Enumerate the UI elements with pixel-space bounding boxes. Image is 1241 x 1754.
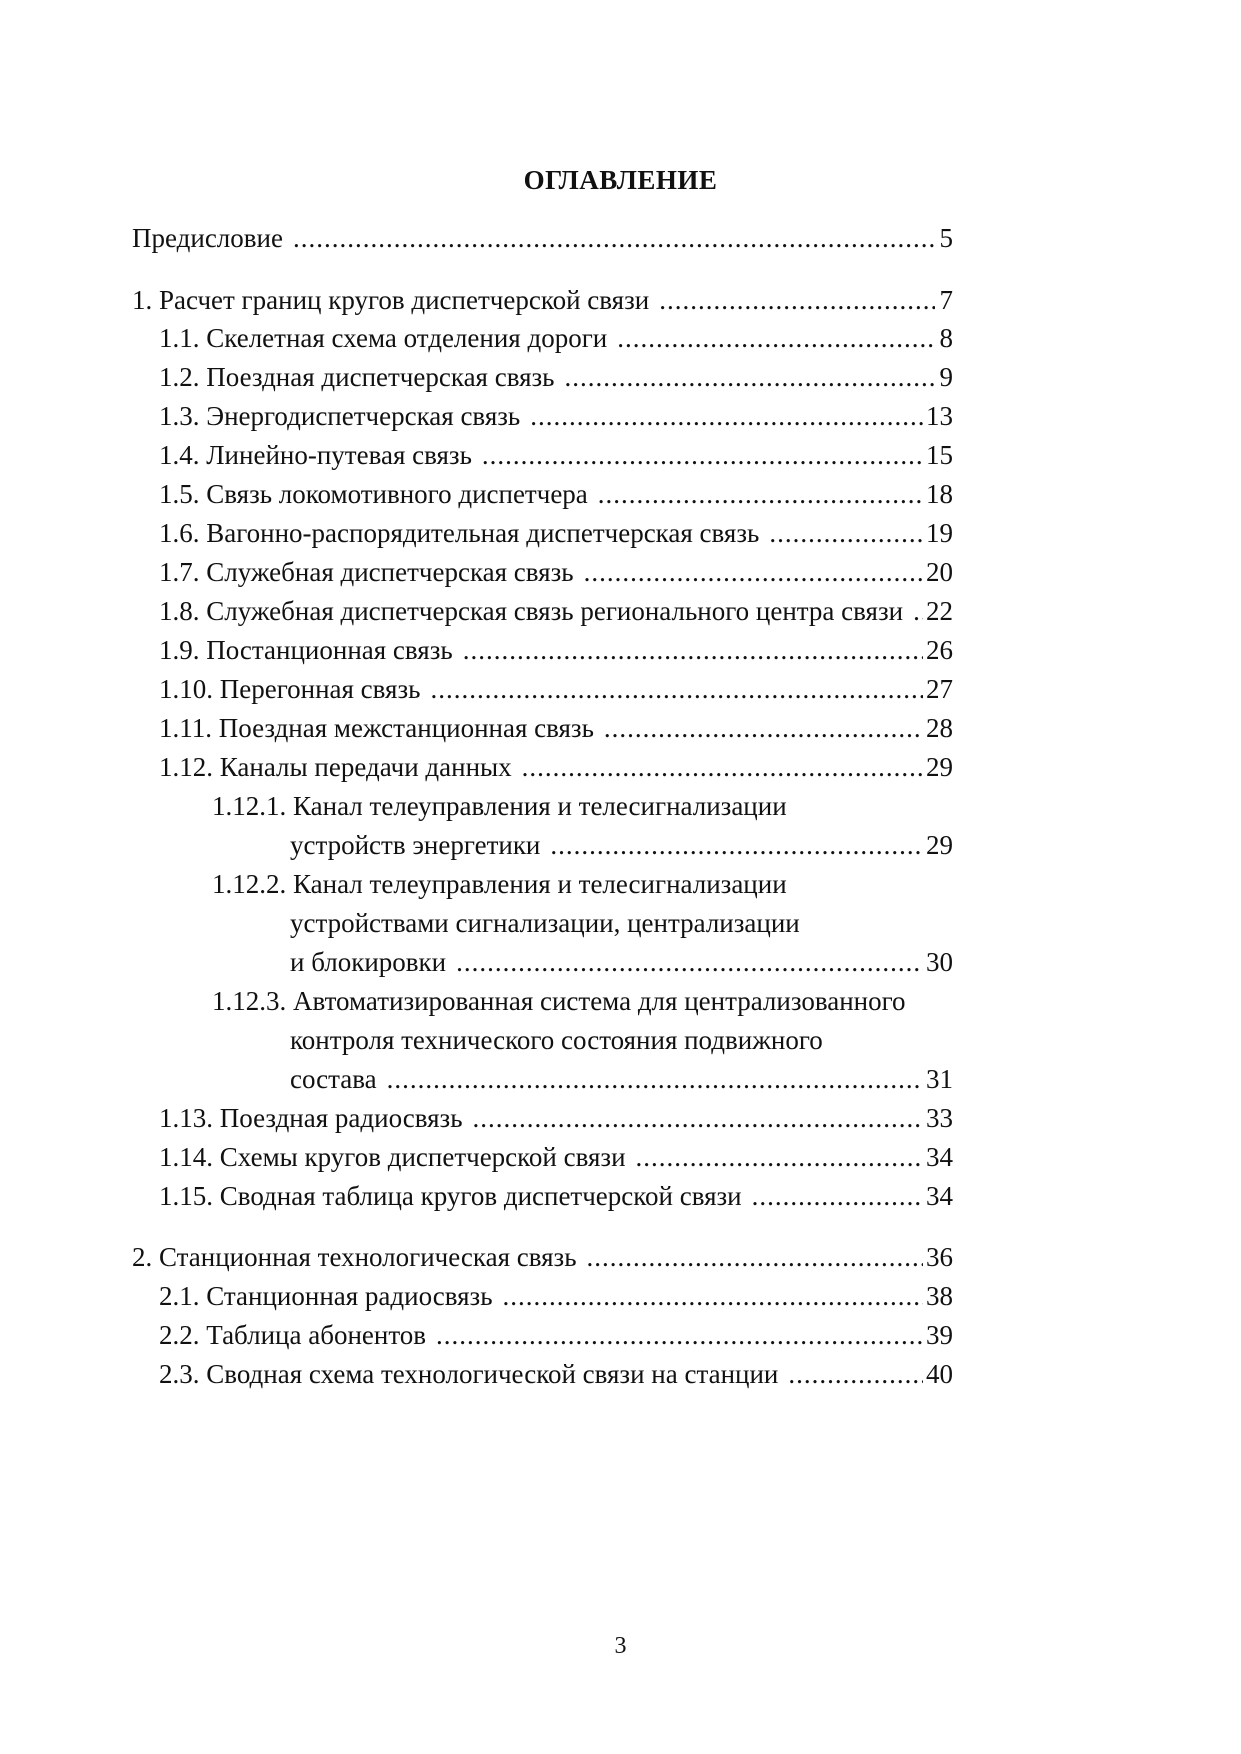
toc-entry-page: 33 xyxy=(926,1103,953,1133)
toc-entry-multiline xyxy=(0,786,1241,826)
toc-leader-dots xyxy=(530,396,923,436)
toc-leader-dots xyxy=(456,942,923,982)
toc-entry-page: 22 xyxy=(926,596,953,626)
toc-entry-page: 27 xyxy=(926,674,953,704)
toc-leader-dots xyxy=(636,1137,923,1177)
toc-entry-label: 2. Станционная технологическая связь xyxy=(132,1242,577,1272)
page-title: ОГЛАВЛЕНИЕ xyxy=(523,165,718,195)
toc-entry xyxy=(0,474,1241,514)
toc-entry-multiline xyxy=(0,981,1241,1021)
toc-leader-dots xyxy=(659,280,935,320)
toc-entry-label-line: контроля технического состояния подвижного xyxy=(290,1025,823,1055)
toc-entry-page: 29 xyxy=(926,752,953,782)
toc-entry-page: 30 xyxy=(926,947,953,977)
toc-entry xyxy=(0,1354,1241,1394)
toc-entry-label: 1.15. Сводная таблица кругов диспетчерской связи xyxy=(159,1181,742,1211)
toc-entry-multiline xyxy=(0,1020,1241,1060)
toc-entry-label: 2.3. Сводная схема технологической связи на станции xyxy=(159,1359,779,1389)
toc-entry xyxy=(0,708,1241,748)
toc-entry-label: 1.4. Линейно-путевая связь xyxy=(159,440,472,470)
toc-entry-page: 19 xyxy=(926,518,953,548)
toc-entry xyxy=(0,552,1241,592)
toc-entry-label: 1.5. Связь локомотивного диспетчера xyxy=(159,479,588,509)
toc-entry xyxy=(0,669,1241,709)
toc-entry-label: и блокировки xyxy=(290,947,447,977)
page-number: 3 xyxy=(614,1633,627,1659)
toc-entry xyxy=(0,1276,1241,1316)
toc-entry xyxy=(0,435,1241,475)
toc-entry xyxy=(0,1315,1241,1355)
toc-leader-dots xyxy=(436,1315,923,1355)
toc-entry-label: 1.10. Перегонная связь xyxy=(159,674,421,704)
toc-entry xyxy=(0,1237,1241,1277)
toc-entry-page: 28 xyxy=(926,713,953,743)
toc-entry xyxy=(0,318,1241,358)
toc-entry-label: 1.11. Поездная межстанционная связь xyxy=(159,713,594,743)
toc-entry-label: 1.7. Служебная диспетчерская связь xyxy=(159,557,574,587)
toc-entry xyxy=(0,630,1241,670)
toc-entry xyxy=(0,1176,1241,1216)
toc-leader-dots xyxy=(752,1176,923,1216)
toc-entry-page: 8 xyxy=(939,323,953,353)
toc-leader-dots xyxy=(769,513,923,553)
toc-leader-dots xyxy=(788,1354,923,1394)
toc-leader-dots xyxy=(522,747,923,787)
toc-entry-page: 13 xyxy=(926,401,953,431)
toc-entry xyxy=(0,747,1241,787)
toc-entry xyxy=(0,591,1241,631)
toc-entry-label-line: устройствами сигнализации, централизации xyxy=(290,908,800,938)
toc-entry-label-line: 1.12.1. Канал телеуправления и телесигнализации xyxy=(212,791,787,821)
toc-entry-page: 20 xyxy=(926,557,953,587)
toc-entry-page: 34 xyxy=(926,1181,953,1211)
toc-leader-dots xyxy=(587,1237,923,1277)
toc-entry-label: 2.1. Станционная радиосвязь xyxy=(159,1281,493,1311)
toc-entry-page: 34 xyxy=(926,1142,953,1172)
toc-entry-page: 15 xyxy=(926,440,953,470)
toc-entry xyxy=(0,357,1241,397)
toc-leader-dots xyxy=(550,825,923,865)
toc-leader-dots xyxy=(430,669,923,709)
toc-entry xyxy=(0,396,1241,436)
toc-entry-page: 18 xyxy=(926,479,953,509)
toc-entry xyxy=(0,513,1241,553)
toc-entry xyxy=(0,942,1241,982)
toc-entry-label: Предисловие xyxy=(132,223,283,253)
toc-leader-dots xyxy=(604,708,923,748)
toc-entry-label: состава xyxy=(290,1064,377,1094)
toc-entry-page: 9 xyxy=(939,362,953,392)
toc-entry-label-line: 1.12.3. Автоматизированная система для централизованного xyxy=(212,986,906,1016)
toc-entry-page: 36 xyxy=(926,1242,953,1272)
toc-entry-label: 1. Расчет границ кругов диспетчерской связи xyxy=(132,285,650,315)
toc-entry-page: 40 xyxy=(926,1359,953,1389)
toc-leader-dots xyxy=(503,1276,923,1316)
toc-entry-label-line: 1.12.2. Канал телеуправления и телесигнализации xyxy=(212,869,787,899)
toc-leader-dots xyxy=(293,218,935,258)
toc-leader-dots xyxy=(617,318,935,358)
toc-entry-label: 1.3. Энергодиспетчерская связь xyxy=(159,401,521,431)
toc-entry-page: 7 xyxy=(939,285,953,315)
toc-leader-dots xyxy=(463,630,923,670)
toc-entry-label: 1.2. Поездная диспетчерская связь xyxy=(159,362,555,392)
toc-leader-dots xyxy=(584,552,923,592)
toc-entry-page: 39 xyxy=(926,1320,953,1350)
toc-entry-label: 1.13. Поездная радиосвязь xyxy=(159,1103,463,1133)
toc-leader-dots xyxy=(598,474,923,514)
toc-entry-label: 1.8. Служебная диспетчерская связь регионального центра связи xyxy=(159,596,904,626)
toc-entry-page: 5 xyxy=(939,223,953,253)
toc-entry xyxy=(0,1059,1241,1099)
toc-entry-label: 1.12. Каналы передачи данных xyxy=(159,752,512,782)
toc-entry-page: 38 xyxy=(926,1281,953,1311)
toc-entry xyxy=(0,825,1241,865)
toc-entry-multiline xyxy=(0,864,1241,904)
toc-entry xyxy=(0,1137,1241,1177)
toc-entry-page: 29 xyxy=(926,830,953,860)
toc-entry xyxy=(0,218,1241,258)
toc-entry-label: 1.6. Вагонно-распорядительная диспетчерская связь xyxy=(159,518,760,548)
toc-entry xyxy=(0,1098,1241,1138)
toc-entry-label: 1.1. Скелетная схема отделения дороги xyxy=(159,323,608,353)
toc-entry-label: 1.14. Схемы кругов диспетчерской связи xyxy=(159,1142,626,1172)
toc-entry-label: 1.9. Постанционная связь xyxy=(159,635,453,665)
toc-entry-label: устройств энергетики xyxy=(290,830,541,860)
toc-leader-dots xyxy=(482,435,923,475)
toc-leader-dots xyxy=(565,357,936,397)
toc-leader-dots xyxy=(387,1059,923,1099)
toc-entry-multiline xyxy=(0,903,1241,943)
toc-entry-page: 26 xyxy=(926,635,953,665)
toc-leader-dots xyxy=(473,1098,923,1138)
toc-entry xyxy=(0,280,1241,320)
toc-entry-page: 31 xyxy=(926,1064,953,1094)
toc-entry-label: 2.2. Таблица абонентов xyxy=(159,1320,427,1350)
